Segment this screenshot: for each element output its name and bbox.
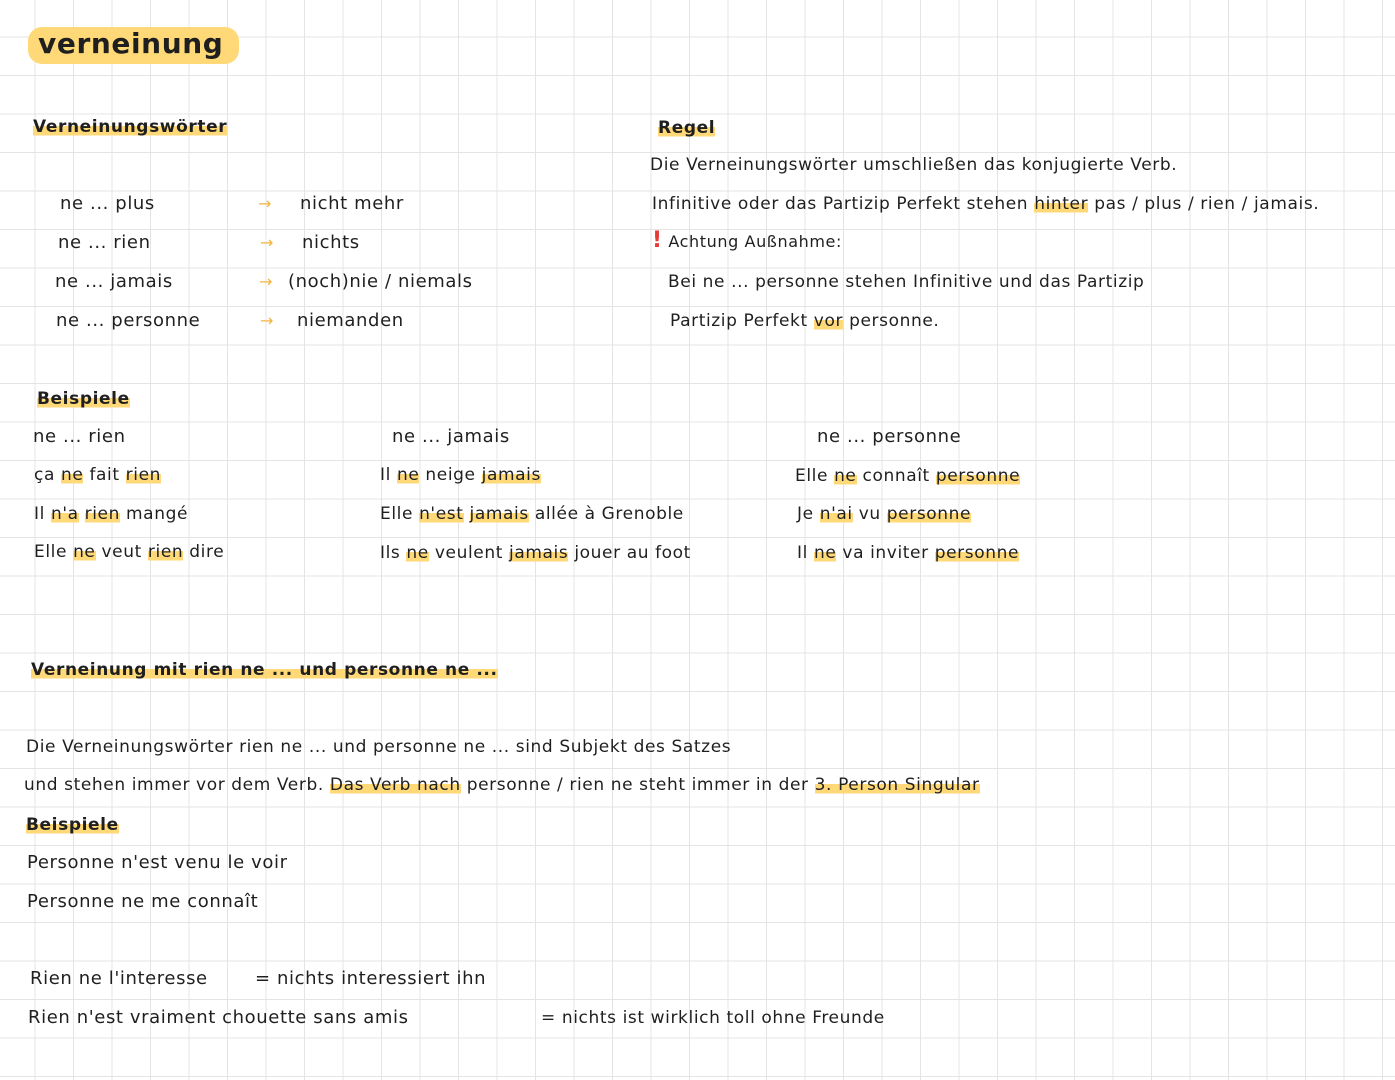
col1-example-1: ça ne fait rien bbox=[34, 465, 162, 485]
col1-example-2: Il n'a rien mangé bbox=[34, 504, 189, 524]
arrow-icon: → bbox=[260, 311, 275, 330]
col1-example-3: Elle ne veut rien dire bbox=[34, 542, 225, 562]
section2-example-1: Personne n'est venu le voir bbox=[27, 852, 288, 873]
regel-line-5: Partizip Perfekt vor personne. bbox=[670, 311, 940, 331]
arrow-icon: → bbox=[260, 233, 275, 252]
regel-heading: Regel bbox=[658, 118, 716, 138]
regel-line-4: Bei ne ... personne stehen Infinitive und das Partizip bbox=[668, 272, 1145, 292]
arrow-icon: → bbox=[258, 194, 273, 213]
word-fr-jamais: ne ... jamais bbox=[55, 271, 173, 292]
word-de-rien: nichts bbox=[302, 232, 360, 253]
word-de-plus: nicht mehr bbox=[300, 193, 404, 214]
page-title: verneinung bbox=[28, 27, 239, 61]
section2-beispiele: Beispiele bbox=[26, 815, 119, 835]
col3-example-3: Il ne va inviter personne bbox=[797, 543, 1020, 563]
col2-example-3: Ils ne veulent jamais jouer au foot bbox=[380, 543, 691, 563]
regel-line-1: Die Verneinungswörter umschließen das konjugierte Verb. bbox=[650, 155, 1178, 175]
word-fr-plus: ne ... plus bbox=[60, 193, 155, 214]
word-de-personne: niemanden bbox=[297, 310, 404, 331]
arrow-icon: → bbox=[259, 272, 274, 291]
col3-example-1: Elle ne connaît personne bbox=[795, 466, 1021, 486]
section2-line-1: Die Verneinungswörter rien ne ... und personne ne ... sind Subjekt des Satzes bbox=[26, 737, 732, 757]
regel-achtung: ! Achtung Außnahme: bbox=[652, 228, 842, 253]
col3-example-2: Je n'ai vu personne bbox=[797, 504, 972, 524]
section2-line-2: und stehen immer vor dem Verb. Das Verb nach personne / rien ne steht immer in der 3. Person Singular bbox=[24, 775, 980, 795]
col2-example-1: Il ne neige jamais bbox=[380, 465, 541, 485]
col3-heading: ne ... personne bbox=[817, 426, 962, 447]
section2-example-3-fr: Rien ne l'interesse bbox=[30, 968, 208, 989]
words-heading: Verneinungswörter bbox=[33, 117, 228, 137]
section2-example-4-de: = nichts ist wirklich toll ohne Freunde bbox=[541, 1008, 885, 1028]
regel-line-2: Infinitive oder das Partizip Perfekt stehen hinter pas / plus / rien / jamais. bbox=[652, 194, 1320, 214]
section2-example-2: Personne ne me connaît bbox=[27, 891, 259, 912]
exclamation-icon: ! bbox=[652, 228, 663, 253]
col2-example-2: Elle n'est jamais allée à Grenoble bbox=[380, 504, 684, 524]
word-fr-rien: ne ... rien bbox=[58, 232, 151, 253]
word-de-jamais: (noch)nie / niemals bbox=[288, 271, 473, 292]
section2-example-3-de: = nichts interessiert ihn bbox=[255, 968, 487, 989]
section2-example-4-fr: Rien n'est vraiment chouette sans amis bbox=[28, 1007, 409, 1028]
section2-heading: Verneinung mit rien ne ... und personne ne ... bbox=[31, 660, 498, 680]
col2-heading: ne ... jamais bbox=[392, 426, 510, 447]
word-fr-personne: ne ... personne bbox=[56, 310, 201, 331]
col1-heading: ne ... rien bbox=[33, 426, 126, 447]
beispiele-heading: Beispiele bbox=[37, 389, 130, 409]
